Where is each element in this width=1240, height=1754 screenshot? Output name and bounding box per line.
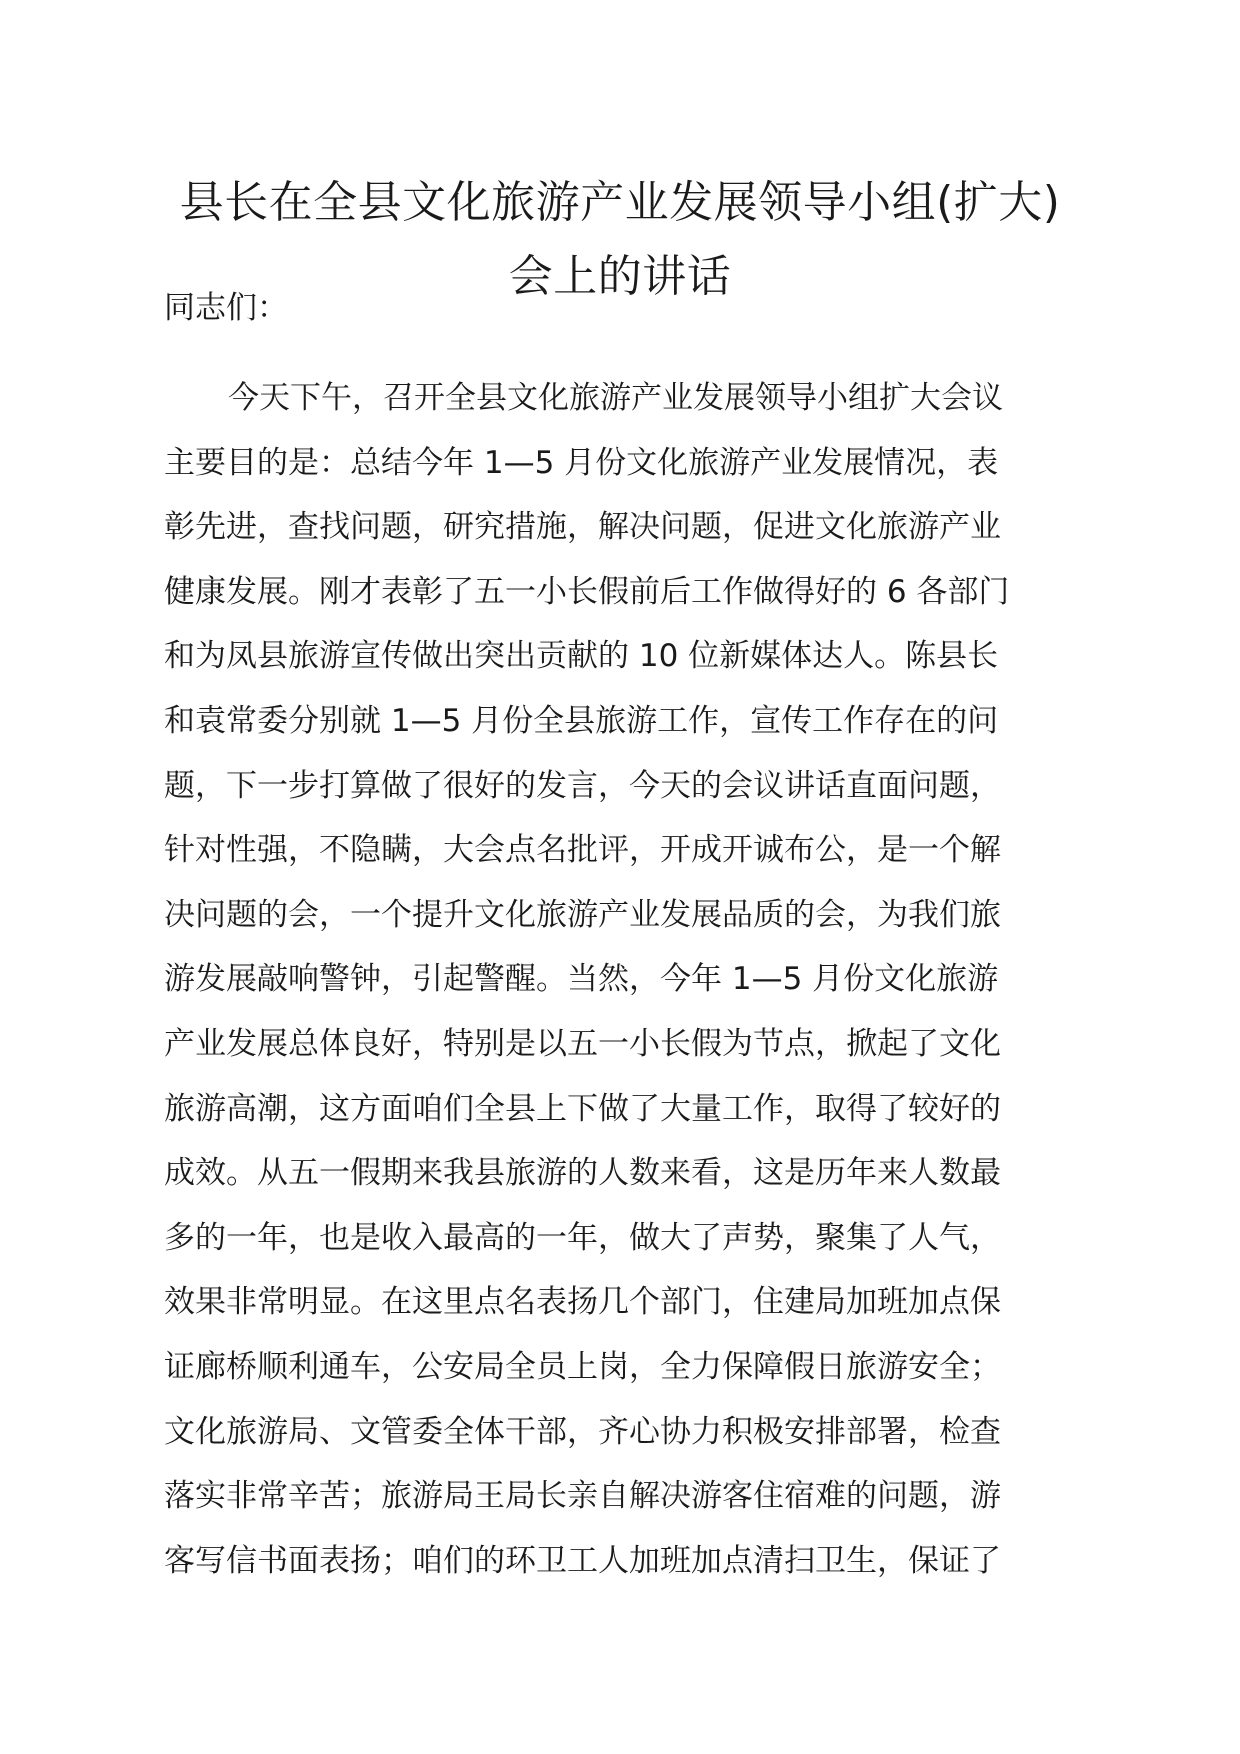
body-line: 题，下一步打算做了很好的发言，今天的会议讲话直面问题，: [164, 767, 1001, 804]
body-line: 针对性强，不隐瞒，大会点名批评，开成开诚布公，是一个解: [164, 832, 1001, 869]
body-line: 成效。从五一假期来我县旅游的人数来看，这是历年来人数最: [164, 1155, 1001, 1192]
body-line: 彰先进，查找问题，研究措施，解决问题，促进文化旅游产业: [164, 509, 1001, 546]
body-line: 客写信书面表扬；咱们的环卫工人加班加点清扫卫生，保证了: [164, 1542, 1001, 1579]
body-line: 多的一年，也是收入最高的一年，做大了声势，聚集了人气，: [164, 1219, 1001, 1256]
body-line: 旅游高潮，这方面咱们全县上下做了大量工作，取得了较好的: [164, 1090, 1001, 1127]
body-line: 游发展敲响警钟，引起警醒。当然，今年 1—5 月份文化旅游: [164, 961, 999, 998]
body-line: 证廊桥顺利通车，公安局全员上岗，全力保障假日旅游安全；: [164, 1348, 1001, 1385]
body-line: 决问题的会，一个提升文化旅游产业发展品质的会，为我们旅: [164, 896, 1001, 933]
salutation: 同志们：: [164, 290, 288, 326]
body-line: 落实非常辛苦；旅游局王局长亲自解决游客住宿难的问题，游: [164, 1478, 1001, 1515]
title-line-2: 会上的讲话: [508, 251, 732, 302]
body-line: 今天下午，召开全县文化旅游产业发展领导小组扩大会议: [228, 380, 1003, 416]
body-line: 产业发展总体良好，特别是以五一小长假为节点，掀起了文化: [164, 1025, 1001, 1062]
body-line: 文化旅游局、文管委全体干部，齐心协力积极安排部署，检查: [164, 1413, 1001, 1450]
title-line-1: 县长在全县文化旅游产业发展领导小组(扩大): [179, 177, 1061, 228]
body-paragraph: [164, 366, 1094, 1593]
body-line: 健康发展。刚才表彰了五一小长假前后工作做得好的 6 各部门: [164, 573, 1010, 610]
body-line: 和为凤县旅游宣传做出突出贡献的 10 位新媒体达人。陈县长: [164, 638, 999, 675]
body-line: 效果非常明显。在这里点名表扬几个部门，住建局加班加点保: [164, 1284, 1001, 1321]
body-line: 主要目的是：总结今年 1—5 月份文化旅游产业发展情况，表: [164, 444, 999, 481]
body-line: 和袁常委分别就 1—5 月份全县旅游工作，宣传工作存在的问: [164, 702, 999, 739]
